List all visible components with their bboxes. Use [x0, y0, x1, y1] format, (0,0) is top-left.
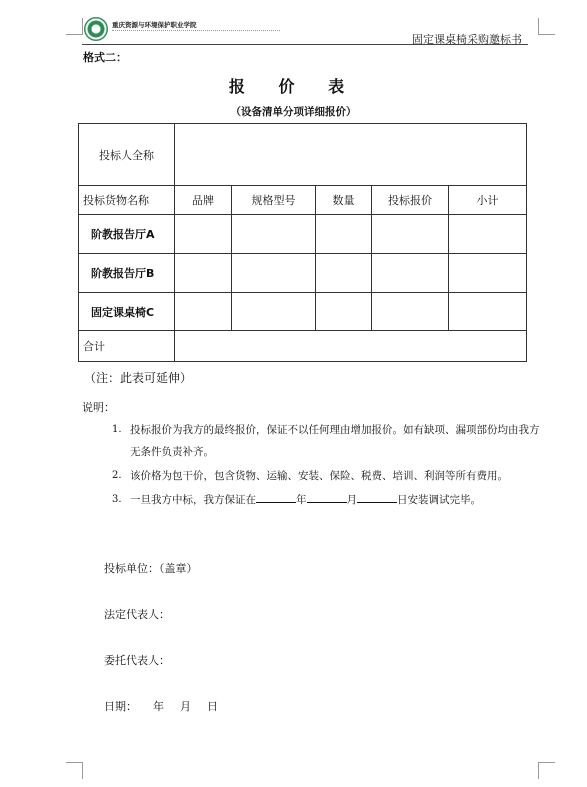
column-header-goods-name: 投标货物名称: [79, 186, 175, 215]
row-item-name: 阶教报告厅A: [79, 215, 175, 254]
row-price-cell[interactable]: [372, 254, 449, 293]
table-row: [79, 254, 527, 293]
format-label: 格式二：: [83, 51, 127, 64]
month-label: 月: [346, 494, 357, 506]
year-label: 年: [296, 494, 307, 506]
row-quantity-cell[interactable]: [316, 215, 372, 254]
table-header-row: [79, 186, 527, 215]
column-header-quantity: 数量: [316, 186, 372, 215]
legal-representative-label: 法定代表人：: [104, 608, 170, 621]
crop-mark-top-right: [538, 18, 555, 35]
row-brand-cell[interactable]: [175, 215, 232, 254]
bidder-fullname-cell[interactable]: [175, 124, 527, 186]
school-name: 重庆资源与环境保护职业学院: [112, 21, 197, 29]
row-subtotal-cell[interactable]: [449, 215, 527, 254]
column-header-spec: 规格型号: [232, 186, 316, 215]
page-header: [82, 14, 528, 45]
column-header-brand: 品牌: [175, 186, 232, 215]
table-note: （注：此表可延伸）: [84, 371, 193, 385]
list-item-suffix: 日安装调试完毕。: [397, 494, 481, 506]
explanation-label: 说明：: [82, 401, 115, 414]
list-item: [103, 489, 541, 511]
crop-mark-top-left: [66, 18, 83, 35]
list-item-text: 该价格为包干价，包含货物、运输、安装、保险、税费、培训、利润等所有费用。: [130, 470, 508, 482]
date-month-label: 月: [180, 700, 191, 713]
bidder-unit-seal-label: 投标单位：（盖章）: [104, 562, 198, 575]
total-label: 合计: [79, 331, 175, 362]
list-item: [103, 465, 541, 487]
row-price-cell[interactable]: [372, 293, 449, 331]
day-blank[interactable]: [357, 490, 397, 503]
row-spec-cell[interactable]: [232, 293, 316, 331]
row-quantity-cell[interactable]: [316, 293, 372, 331]
list-item-number: 1.: [112, 424, 122, 435]
list-item-text: 投标报价为我方的最终报价，保证不以任何理由增加报价。如有缺项、漏项部份均由我方无条件负责补齐。: [130, 424, 540, 458]
row-brand-cell[interactable]: [175, 254, 232, 293]
column-header-subtotal: 小计: [449, 186, 527, 215]
table-row: [79, 215, 527, 254]
month-blank[interactable]: [307, 490, 347, 503]
row-subtotal-cell[interactable]: [449, 254, 527, 293]
row-item-name: 固定课桌椅C: [79, 293, 175, 331]
crop-mark-bottom-left: [66, 762, 83, 779]
school-name-english-line: [112, 30, 280, 35]
page-subtitle: （设备清单分项详细报价）: [230, 106, 357, 118]
bidder-row: [79, 124, 527, 186]
row-price-cell[interactable]: [372, 215, 449, 254]
authorized-agent-label: 委托代表人：: [104, 654, 170, 667]
date-label: 日期：: [104, 700, 137, 713]
quotation-table: [78, 123, 527, 362]
page-title: 报 价 表: [228, 77, 359, 96]
document-title: 固定课桌椅采购邀标书: [412, 33, 522, 46]
list-item: [103, 419, 541, 463]
row-item-name: 阶教报告厅B: [79, 254, 175, 293]
explanation-list: [103, 419, 541, 513]
row-subtotal-cell[interactable]: [449, 293, 527, 331]
list-item-prefix: 一旦我方中标，我方保证在: [130, 494, 256, 506]
table-row: [79, 293, 527, 331]
date-line: [104, 698, 218, 714]
row-spec-cell[interactable]: [232, 254, 316, 293]
list-item-number: 3.: [112, 494, 122, 505]
column-header-bid-price: 投标报价: [372, 186, 449, 215]
date-day-label: 日: [207, 700, 218, 713]
bidder-fullname-label: 投标人全称: [79, 124, 175, 186]
total-row: [79, 331, 527, 362]
total-value-cell[interactable]: [175, 331, 527, 362]
row-quantity-cell[interactable]: [316, 254, 372, 293]
year-blank[interactable]: [256, 490, 296, 503]
row-brand-cell[interactable]: [175, 293, 232, 331]
crop-mark-bottom-right: [538, 762, 555, 779]
list-item-number: 2.: [112, 470, 122, 481]
row-spec-cell[interactable]: [232, 215, 316, 254]
school-logo-icon: [84, 17, 108, 41]
date-year-label: 年: [153, 700, 164, 713]
